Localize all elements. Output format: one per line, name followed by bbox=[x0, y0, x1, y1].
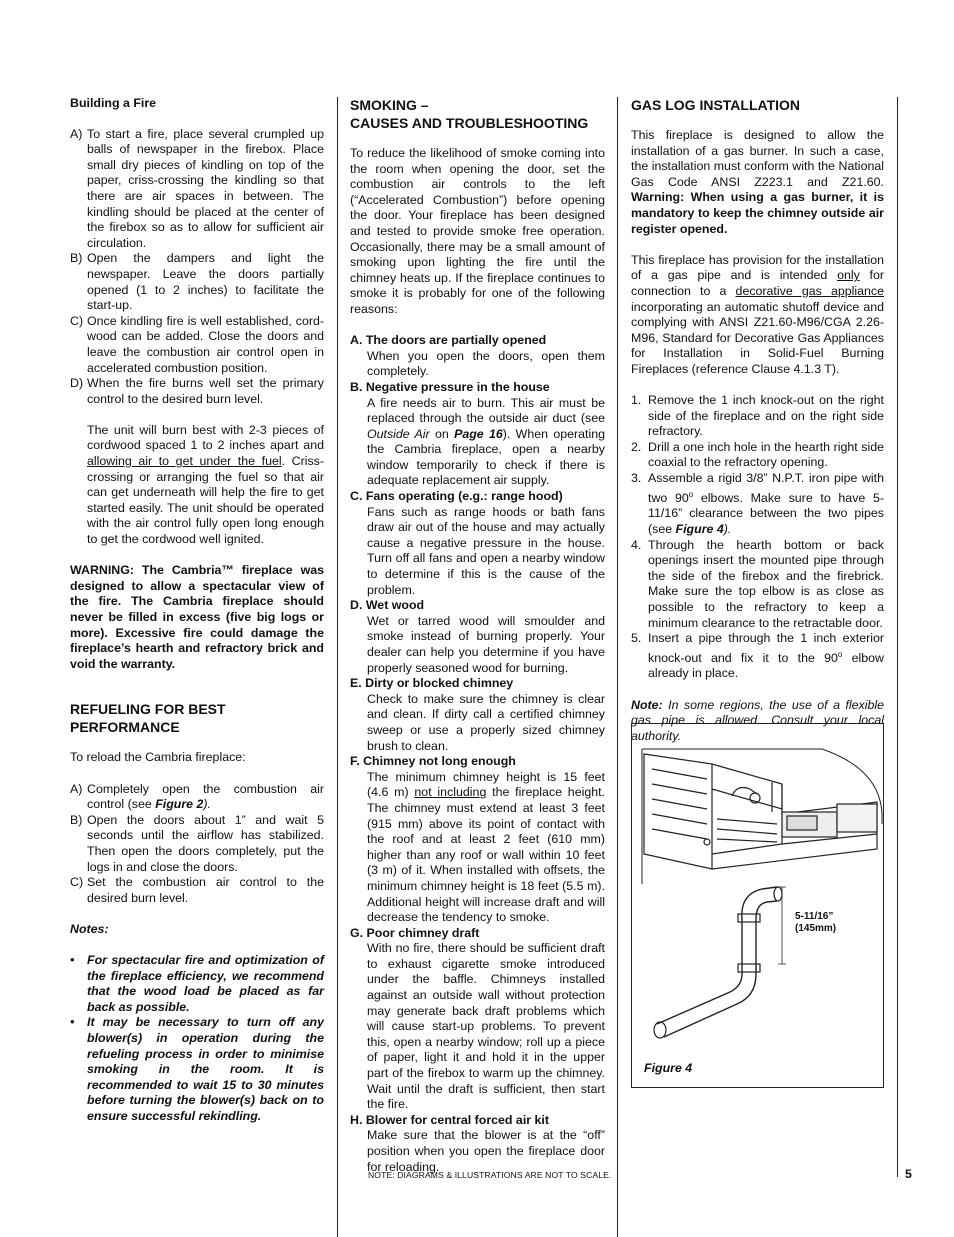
column-building-fire bbox=[70, 96, 324, 1125]
column-divider-2 bbox=[617, 97, 618, 1237]
figure-dimension-label: 5-11/16” (145mm) bbox=[795, 911, 837, 934]
notes-title: Notes: bbox=[70, 921, 109, 936]
cause-d: D. Wet wood Wet or tarred wood will smoulder and smoke instead of burning properly. Your dealer can help you determine if you have properly seasoned wood for burning. bbox=[350, 598, 605, 675]
refuel-steps bbox=[70, 782, 324, 907]
refuel-step-c: C) Set the combustion air control to the desired burn level. bbox=[70, 875, 324, 905]
cause-b: B. Negative pressure in the house A fire needs air to burn. This air must be replaced through the outside air duct (see Outside Air on Page 16). When operating the Cambria fireplace, open a nearby window temporarily to check if there is adequate replacement air supply. bbox=[350, 379, 605, 488]
note-item: • For spectacular fire and optimization of the fireplace efficiency, we recommend that the wood load be placed as far back as possible. bbox=[70, 953, 324, 1014]
gas-step-3: 3. Assemble a rigid 3/8” N.P.T. iron pipe with two 90$^o$ elbows. Make sure to have 5-11/16” clearance between the two pipes (see Figure 4). bbox=[631, 471, 884, 536]
gas-note: Note: In some regions, the use of a flexible gas pipe is allowed. Consult your local authority. bbox=[631, 697, 884, 743]
refueling-heading: REFUELING FOR BEST PERFORMANCE bbox=[70, 701, 226, 736]
gas-provision-paragraph: This fireplace has provision for the installation of a gas pipe and is intended only for connection to a decorative gas appliance incorporating an automatic shutoff device and complying with ANSI Z21.60-M96/CGA 2.26-M96, Standard for Decorative Gas Appliances for Installation in Solid-Fuel Burning Fireplaces (reference Clause 4.1.3 T). bbox=[631, 252, 885, 376]
column-divider-1 bbox=[337, 97, 338, 1237]
gas-step-1: 1. Remove the 1 inch knock-out on the right side of the fireplace and on the right side refractory. bbox=[631, 393, 884, 439]
gas-pipe-illustration bbox=[632, 724, 883, 1087]
figure-4-label: Figure 4 bbox=[644, 1061, 693, 1075]
warning-paragraph: WARNING: The Cambria™ fireplace was designed to allow a spectacular view of the fire. The Cambria fireplace should never be filled in excess (five big logs or more). Excessive fire could damage the fireplace’s hearth and refractory brick and void the warranty. bbox=[70, 563, 324, 671]
cordwood-paragraph: The unit will burn best with 2-3 pieces of cordwood spaced 1 to 2 inches apart and allowing air to get under the fuel. Criss-crossing or arranging the fuel so that air can get underneath will help the fire to get started easily. The unit should be operated with the air control fully open long enough to get the cordwood well ignited. bbox=[87, 422, 324, 547]
cause-c: C. Fans operating (e.g.: range hood) Fans such as range hoods or bath fans draw air out of the house and may actually cause a negative pressure in the house. Turn off all fans and open a nearby window to determine if this is the cause of the problem. bbox=[350, 489, 605, 597]
cause-e: E. Dirty or blocked chimney Check to make sure the chimney is clear and clean. If dirty call a certified chimney sweep or use a properly sized chimney brush to clean. bbox=[350, 676, 605, 753]
smoking-intro: To reduce the likelihood of smoke coming into the room when opening the door, set the combustion air controls to the left (“Accelerated Combustion”) before opening the door. Your fireplace has been designed and tested to provide smoke free operation. Occasionally, there may be a small amount of smoking upon lighting the fire until the chimney heats up. If the fireplace continues to smoke it is probably for one of the following reasons: bbox=[350, 146, 605, 316]
note-item: • It may be necessary to turn off any blower(s) in operation during the refueling process in order to minimise smoking in the room. It is recommended to wait 15 to 30 minutes before turning the blower(s) back on to ensure successful rekindling. bbox=[70, 1015, 324, 1124]
figure-4-box bbox=[631, 723, 884, 1088]
refuel-intro: To reload the Cambria fireplace: bbox=[70, 750, 246, 765]
gas-step-4: 4. Through the hearth bottom or back openings insert the mounted pipe through the side of the firebox and the firebrick. Make sure the top elbow is as close as possible to the refractory to keep a minimum clearance to the retractable door. bbox=[631, 537, 884, 630]
building-fire-steps bbox=[70, 127, 324, 408]
building-fire-heading: Building a Fire bbox=[70, 96, 157, 110]
smoking-heading: SMOKING – CAUSES AND TROUBLESHOOTING bbox=[350, 97, 589, 131]
column-gas-log bbox=[631, 96, 884, 760]
refuel-step-a: A) Completely open the combustion air control (see Figure 2). bbox=[70, 781, 324, 812]
step-c: C) Once kindling fire is well established, cord-wood can be added. Close the doors and leave the combustion air control open in accelerated combustion position. bbox=[70, 313, 324, 375]
cause-h: H. Blower for central forced air kit Make sure that the blower is at the “off” position when you open the fireplace door for reloading. bbox=[350, 1112, 605, 1174]
page-number: 5 bbox=[905, 1167, 912, 1181]
gas-log-heading: GAS LOG INSTALLATION bbox=[631, 97, 801, 113]
gas-install-steps bbox=[631, 393, 884, 682]
scale-footnote: NOTE: DIAGRAMS & ILLUSTRATIONS ARE NOT TO SCALE. bbox=[368, 1170, 612, 1180]
column-divider-3 bbox=[897, 97, 898, 1177]
refuel-step-b: B) Open the doors about 1” and wait 5 seconds until the airflow has stabilized. Then open the doors completely, put the logs in and close the doors. bbox=[70, 812, 324, 874]
gas-step-2: 2. Drill a one inch hole in the hearth right side coaxial to the refractory opening. bbox=[631, 439, 884, 470]
step-d: D) When the fire burns well set the primary control to the desired burn level. bbox=[70, 376, 324, 406]
notes-list bbox=[70, 953, 324, 1125]
cause-a: A. The doors are partially opened When you open the doors, open them completely. bbox=[350, 333, 605, 379]
cause-g: G. Poor chimney draft With no fire, there should be sufficient draft to exhaust cigarette smoke introduced under the baffle. Chimneys installed against an outside wall without protection may generate back draft problems which will cause start-up problems. To prevent this, open a nearby window; roll up a piece of paper, light it and hold it in the upper part of the firebox to warm up the chimney. Wait until the draft is sufficient, then start the fire. bbox=[350, 925, 605, 1112]
step-b: B) Open the dampers and light the newspaper. Leave the doors partially opened (1 to 2 inches) to facilitate the start-up. bbox=[70, 251, 324, 313]
column-smoking bbox=[350, 96, 605, 1175]
gas-step-5: 5. Insert a pipe through the 1 inch exterior knock-out and fix it to the 90$^o$ elbow already in place. bbox=[631, 631, 884, 681]
step-a: A) To start a fire, place several crumpled up balls of newspaper in the firebox. Place small dry pieces of kindling on top of the paper, criss-crossing the kindling so that there are air spaces in between. The kindling should be placed at the center of the firebox so as to allow for sufficient air circulation. bbox=[70, 126, 324, 250]
cause-f: F. Chimney not long enough The minimum chimney height is 15 feet (4.6 m) not including the fireplace height. The chimney must extend at least 3 feet (915 mm) above its point of contact with the roof and at least 2 feet (610 mm) higher than any roof or wall within 10 feet (3 m) of it. When installed with offsets, the minimum chimney height is 18 feet (5.5 m). Additional height will increase draft and will decrease the tendency to smoke. bbox=[350, 754, 606, 925]
gas-intro-paragraph: This fireplace is designed to allow the installation of a gas burner. In such a case, the installation must conform with the National Gas Code ANSI Z223.1 and Z21.60. Warning: When using a gas burner, it is mandatory to keep the chimney outside air register opened. bbox=[631, 128, 884, 236]
